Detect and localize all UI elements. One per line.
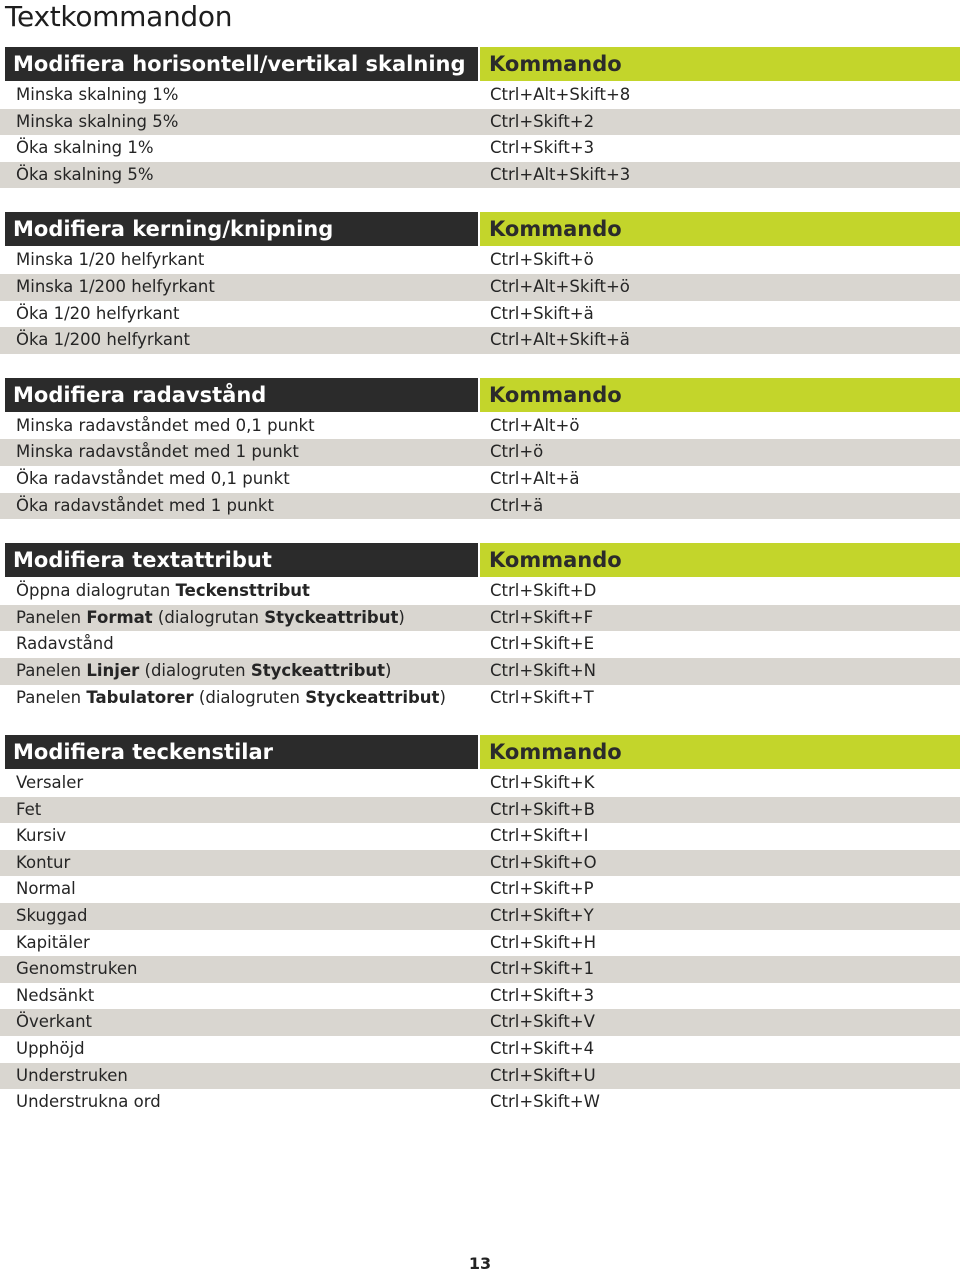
- shortcut-description: [0, 983, 480, 1010]
- command-column-header: Kommando: [480, 735, 960, 769]
- shortcut-row: [0, 274, 960, 301]
- description-text: Minska skalning 1%: [16, 85, 179, 104]
- ui-term: Teckensttribut: [175, 581, 310, 601]
- shortcut-description: [0, 162, 480, 189]
- shortcut-list: [0, 82, 960, 188]
- shortcut-keys: Ctrl+Alt+ö: [490, 415, 580, 435]
- page-number: 13: [468, 1254, 492, 1273]
- description-text: Radavstånd: [16, 634, 114, 654]
- shortcut-description: [0, 301, 480, 328]
- shortcut-keys: Ctrl+Skift+E: [490, 634, 595, 654]
- section-header: [0, 378, 960, 412]
- section-header: [0, 47, 960, 81]
- shortcut-list: [0, 770, 960, 1116]
- description-text: Nedsänkt: [16, 985, 95, 1005]
- shortcut-keys: Ctrl+ä: [490, 495, 544, 515]
- shortcut-row: [0, 605, 960, 632]
- shortcut-row: [0, 109, 960, 136]
- description-text: Understrukna ord: [16, 1092, 161, 1112]
- shortcut-keys: Ctrl+Skift+F: [490, 607, 594, 627]
- shortcut-row: [0, 1036, 960, 1063]
- shortcut-description: [0, 876, 480, 903]
- shortcut-keys: Ctrl+Skift+1: [490, 959, 595, 979]
- section-header: [0, 212, 960, 246]
- shortcut-row: [0, 983, 960, 1010]
- description-text: Understruken: [16, 1065, 128, 1085]
- section-title: Modifiera horisontell/vertikal skalning: [5, 47, 478, 81]
- shortcut-description: [0, 797, 480, 824]
- description-text: (dialogruten: [193, 687, 306, 707]
- shortcut-description: [0, 247, 480, 274]
- description-text: Normal: [16, 879, 76, 899]
- shortcut-description: [0, 823, 480, 850]
- description-text: Panelen: [16, 607, 87, 627]
- description-text: Minska 1/20 helfyrkant: [16, 250, 205, 270]
- shortcut-keys: Ctrl+ö: [490, 442, 544, 462]
- description-text: Fet: [16, 799, 42, 819]
- shortcut-keys: Ctrl+Skift+Y: [490, 906, 594, 926]
- page-title: Textkommandon: [5, 0, 233, 33]
- description-text: Öka skalning 1%: [16, 138, 154, 158]
- shortcut-description: [0, 135, 480, 162]
- shortcut-description: [0, 1063, 480, 1090]
- shortcut-description: [0, 493, 480, 520]
- shortcut-keys: Ctrl+Skift+3: [490, 985, 595, 1005]
- shortcut-description: [0, 903, 480, 930]
- section-header: [0, 735, 960, 769]
- shortcut-list: [0, 413, 960, 519]
- shortcut-row: [0, 466, 960, 493]
- shortcut-keys: Ctrl+Skift+3: [490, 138, 595, 158]
- shortcut-description: [0, 327, 480, 354]
- description-text: Minska radavståndet med 1 punkt: [16, 442, 299, 462]
- shortcut-row: [0, 413, 960, 440]
- shortcut-keys: Ctrl+Alt+Skift+3: [490, 164, 631, 184]
- shortcut-row: [0, 1009, 960, 1036]
- shortcut-description: [0, 685, 480, 712]
- shortcut-row: [0, 631, 960, 658]
- shortcut-keys: Ctrl+Alt+Skift+ö: [490, 276, 630, 296]
- description-text: Kursiv: [16, 826, 67, 846]
- shortcut-section: [0, 47, 960, 188]
- shortcut-row: [0, 685, 960, 712]
- shortcut-section: [0, 543, 960, 711]
- shortcut-description: [0, 109, 480, 136]
- description-text: Öka skalning 5%: [16, 164, 154, 184]
- shortcut-description: [0, 82, 480, 109]
- description-text: (dialogruten: [139, 660, 251, 680]
- shortcut-keys: Ctrl+Alt+ä: [490, 468, 580, 488]
- shortcut-keys: Ctrl+Skift+P: [490, 879, 594, 899]
- shortcut-row: [0, 162, 960, 189]
- shortcut-row: [0, 82, 960, 109]
- shortcut-row: [0, 903, 960, 930]
- shortcut-description: [0, 274, 480, 301]
- shortcut-row: [0, 493, 960, 520]
- shortcut-description: [0, 631, 480, 658]
- shortcut-section: [0, 735, 960, 1116]
- description-text: ): [439, 687, 446, 707]
- description-text: Öka radavståndet med 1 punkt: [16, 495, 274, 515]
- shortcut-row: [0, 578, 960, 605]
- shortcut-keys: Ctrl+Skift+T: [490, 687, 594, 707]
- ui-term: Format: [86, 607, 153, 627]
- description-text: Panelen: [16, 687, 87, 707]
- shortcut-row: [0, 770, 960, 797]
- shortcut-row: [0, 930, 960, 957]
- description-text: Minska radavståndet med 0,1 punkt: [16, 415, 315, 435]
- shortcut-description: [0, 770, 480, 797]
- description-text: Upphöjd: [16, 1039, 85, 1059]
- shortcut-description: [0, 956, 480, 983]
- description-text: Versaler: [16, 773, 84, 793]
- ui-term: Styckeattribut: [264, 607, 399, 627]
- command-column-header: Kommando: [480, 543, 960, 577]
- shortcut-keys: Ctrl+Skift+H: [490, 932, 597, 952]
- shortcut-keys: Ctrl+Skift+N: [490, 660, 596, 680]
- ui-term: Tabulatorer: [86, 687, 194, 707]
- shortcut-row: [0, 327, 960, 354]
- shortcut-keys: Ctrl+Skift+O: [490, 852, 597, 872]
- shortcut-row: [0, 247, 960, 274]
- shortcut-row: [0, 135, 960, 162]
- shortcut-keys: Ctrl+Skift+ö: [490, 250, 594, 270]
- shortcut-description: [0, 1036, 480, 1063]
- shortcut-keys: Ctrl+Skift+U: [490, 1065, 596, 1085]
- description-text: Kontur: [16, 852, 71, 872]
- description-text: ): [398, 607, 405, 627]
- command-column-header: Kommando: [480, 212, 960, 246]
- shortcut-row: [0, 301, 960, 328]
- shortcut-row: [0, 797, 960, 824]
- shortcut-description: [0, 466, 480, 493]
- shortcut-description: [0, 658, 480, 685]
- shortcut-description: [0, 413, 480, 440]
- ui-term: Styckeattribut: [305, 687, 440, 707]
- shortcut-list: [0, 578, 960, 711]
- description-text: Panelen: [16, 660, 87, 680]
- shortcut-keys: Ctrl+Skift+I: [490, 826, 589, 846]
- shortcut-section: [0, 212, 960, 353]
- shortcut-row: [0, 850, 960, 877]
- command-column-header: Kommando: [480, 47, 960, 81]
- shortcut-row: [0, 823, 960, 850]
- shortcut-keys: Ctrl+Skift+B: [490, 799, 595, 819]
- shortcut-sections: [0, 47, 960, 1140]
- description-text: Överkant: [16, 1012, 92, 1032]
- shortcut-keys: Ctrl+Skift+2: [490, 111, 595, 131]
- ui-term: Styckeattribut: [250, 660, 386, 680]
- description-text: Minska skalning 5%: [16, 111, 179, 131]
- shortcut-row: [0, 876, 960, 903]
- description-text: Öka radavståndet med 0,1 punkt: [16, 468, 290, 488]
- shortcut-description: [0, 605, 480, 632]
- description-text: Genomstruken: [16, 959, 138, 979]
- shortcut-keys: Ctrl+Skift+K: [490, 773, 595, 793]
- shortcut-keys: Ctrl+Skift+V: [490, 1012, 595, 1032]
- section-title: Modifiera kerning/knipning: [5, 212, 478, 246]
- section-title: Modifiera radavstånd: [5, 378, 478, 412]
- shortcut-description: [0, 930, 480, 957]
- description-text: Skuggad: [16, 906, 88, 926]
- shortcut-keys: Ctrl+Alt+Skift+ä: [490, 330, 630, 350]
- description-text: Kapitäler: [16, 932, 90, 952]
- shortcut-row: [0, 658, 960, 685]
- shortcut-description: [0, 578, 480, 605]
- shortcut-section: [0, 378, 960, 519]
- shortcut-description: [0, 439, 480, 466]
- description-text: (dialogrutan: [152, 607, 265, 627]
- shortcut-keys: Ctrl+Skift+ä: [490, 303, 594, 323]
- description-text: ): [385, 660, 392, 680]
- section-header: [0, 543, 960, 577]
- shortcut-description: [0, 850, 480, 877]
- shortcut-keys: Ctrl+Alt+Skift+8: [490, 85, 631, 104]
- shortcut-keys: Ctrl+Skift+4: [490, 1039, 595, 1059]
- shortcut-row: [0, 956, 960, 983]
- shortcut-list: [0, 247, 960, 353]
- shortcut-row: [0, 1089, 960, 1116]
- shortcut-row: [0, 1063, 960, 1090]
- description-text: Öppna dialogrutan: [16, 581, 176, 601]
- shortcut-description: [0, 1009, 480, 1036]
- section-title: Modifiera teckenstilar: [5, 735, 478, 769]
- shortcut-keys: Ctrl+Skift+D: [490, 581, 597, 601]
- section-title: Modifiera textattribut: [5, 543, 478, 577]
- description-text: Öka 1/20 helfyrkant: [16, 303, 180, 323]
- ui-term: Linjer: [86, 660, 140, 680]
- shortcut-row: [0, 439, 960, 466]
- description-text: Öka 1/200 helfyrkant: [16, 330, 190, 350]
- description-text: Minska 1/200 helfyrkant: [16, 276, 215, 296]
- shortcut-description: [0, 1089, 480, 1116]
- shortcut-keys: Ctrl+Skift+W: [490, 1092, 600, 1112]
- command-column-header: Kommando: [480, 378, 960, 412]
